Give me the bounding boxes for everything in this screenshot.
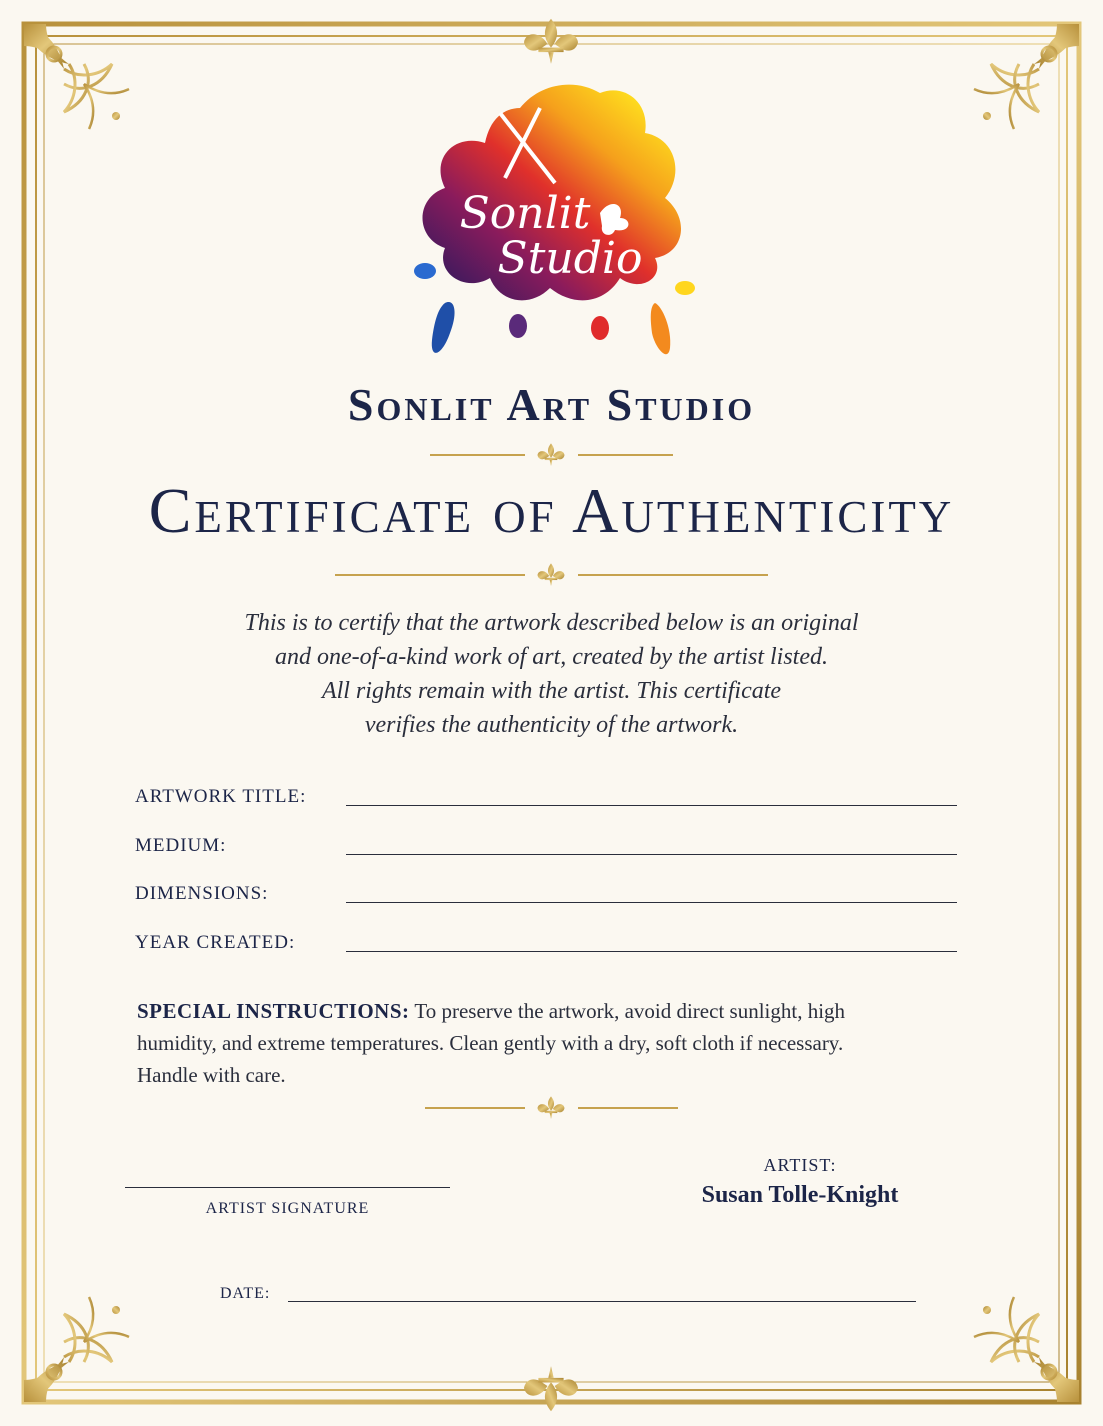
artist-label: ARTIST: bbox=[763, 1155, 837, 1175]
certification-statement: This is to certify that the artwork described below is an original and one-of-a-kind work of art, created by the artist listed. All rights remain with the artist. This certificate verifies the authenticity of the artwork. bbox=[244, 610, 859, 738]
studio-name: Sonlit Art Studio bbox=[347, 379, 756, 430]
paint-drop-icon bbox=[414, 263, 436, 279]
dimensions-field bbox=[135, 880, 957, 929]
artwork-title-field bbox=[135, 783, 957, 832]
artist-signature-line bbox=[125, 1187, 450, 1188]
certificate-title: Certificate of Authenticity bbox=[148, 475, 955, 546]
special-instructions bbox=[137, 995, 897, 1091]
date-label: DATE: bbox=[220, 1285, 271, 1302]
special-instructions-heading: SPECIAL INSTRUCTIONS: bbox=[137, 999, 410, 1023]
year-created-label: YEAR CREATED: bbox=[135, 931, 296, 953]
artwork-title-line bbox=[346, 805, 957, 806]
artwork-title-label: ARTWORK TITLE: bbox=[135, 786, 307, 807]
year-created-field bbox=[135, 929, 957, 978]
sonlit-studio-logo bbox=[400, 78, 705, 368]
ornament-divider bbox=[425, 1095, 678, 1121]
medium-label: MEDIUM: bbox=[135, 834, 227, 856]
medium-field bbox=[135, 832, 957, 881]
artwork-details bbox=[135, 783, 957, 977]
year-created-line bbox=[346, 951, 957, 952]
dimensions-line bbox=[346, 902, 957, 903]
svg-text:Sonlit: Sonlit bbox=[459, 188, 591, 239]
dimensions-label: DIMENSIONS: bbox=[135, 883, 269, 904]
ornament-divider bbox=[335, 562, 768, 588]
svg-text:Studio: Studio bbox=[497, 233, 643, 284]
medium-line bbox=[346, 854, 957, 855]
artist-name: Susan Tolle-Knight bbox=[701, 1182, 899, 1208]
special-instructions-text: To preserve the artwork, avoid direct sunlight, high humidity, and extreme temperatures. Clean gently with a dry, soft cloth if necessary. Handle with care. bbox=[137, 999, 846, 1087]
date-line bbox=[288, 1301, 916, 1302]
artist-signature-label: ARTIST SIGNATURE bbox=[205, 1200, 370, 1217]
ornament-divider bbox=[430, 442, 673, 468]
